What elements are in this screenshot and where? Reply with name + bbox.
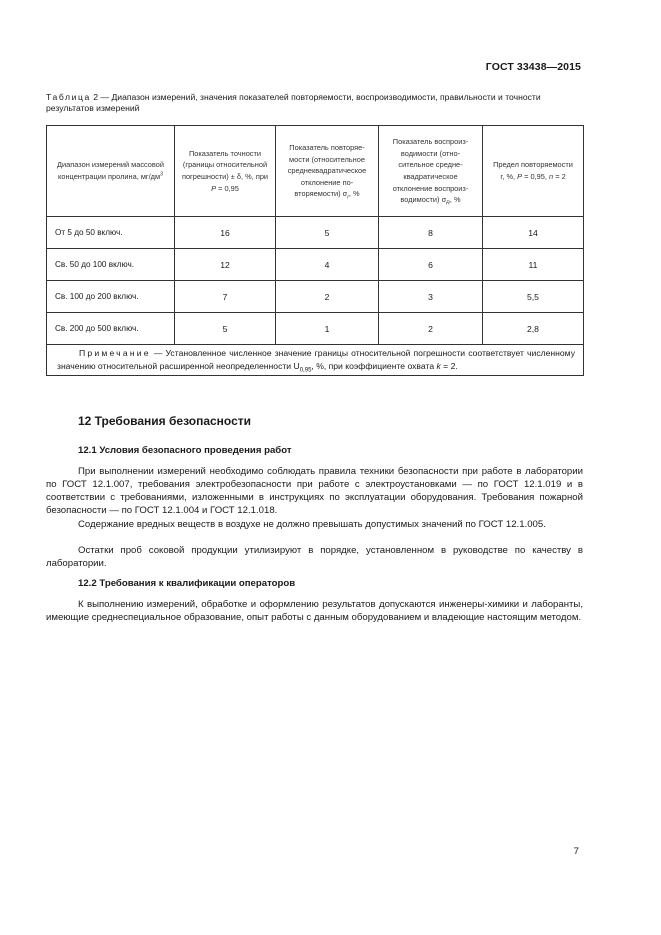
table-note: Примечание — Установленное численное значение границы относительной погрешности соответствует численному значению относительной расширенной неопределенности $U_{0,95}$, %, при коэффициенте охвата k = 2.: [47, 345, 584, 376]
column-header-reproducibility: Показатель воспроизводимости (относительное среднеквадратическое отклонение воспроизводимости) $\sigma_R$, %: [379, 126, 483, 217]
table-caption: [46, 92, 586, 114]
cell-repeatability: 1: [276, 313, 379, 345]
cell-range: Св. 100 до 200 включ.: [47, 281, 175, 313]
precision-table: [46, 125, 584, 376]
column-header-repeatability-limit: Предел повторяемости r, %, P = 0,95, n = 2: [483, 126, 584, 217]
cell-accuracy: 12: [175, 249, 276, 281]
cell-range: Св. 50 до 100 включ.: [47, 249, 175, 281]
table-row: [47, 313, 584, 345]
cell-repeatability: 5: [276, 217, 379, 249]
cell-reproducibility: 8: [379, 217, 483, 249]
document-code: ГОСТ 33438—2015: [485, 61, 581, 73]
paragraph: К выполнению измерений, обработке и оформлению результатов допускаются инженеры-химики и лаборанты, имеющие среднеспециальное образование, опыт работы с данным оборудованием и владеющие настоящим методом.: [46, 599, 583, 623]
table-row: [47, 281, 584, 313]
cell-limit: 14: [483, 217, 584, 249]
section-title: 12 Требования безопасности: [78, 414, 252, 428]
cell-accuracy: 16: [175, 217, 276, 249]
table-caption-text: — Диапазон измерений, значения показателей повторяемости, воспроизводимости, правильности и точности результатов измерений: [46, 92, 541, 113]
cell-repeatability: 4: [276, 249, 379, 281]
table-row: [47, 249, 584, 281]
column-header-range: Диапазон измерений массовой концентрации пролина, $мг/дм^3$: [47, 126, 175, 217]
cell-limit: 11: [483, 249, 584, 281]
column-header-repeatability: Показатель повторяемости (относительное среднеквадратическое отклонение повторяемости) $\sigma_r$, %: [276, 126, 379, 217]
table-header-row: [47, 126, 584, 217]
table-row: [47, 217, 584, 249]
cell-limit: 5,5: [483, 281, 584, 313]
cell-reproducibility: 6: [379, 249, 483, 281]
note-lead: Примечание: [79, 348, 151, 358]
table-caption-number: 2: [93, 92, 99, 102]
table-note-row: [47, 345, 584, 376]
cell-range: Св. 200 до 500 включ.: [47, 313, 175, 345]
cell-accuracy: 5: [175, 313, 276, 345]
cell-range: От 5 до 50 включ.: [47, 217, 175, 249]
cell-reproducibility: 2: [379, 313, 483, 345]
cell-limit: 2,8: [483, 313, 584, 345]
paragraph: Остатки проб соковой продукции утилизируют в порядке, установленном в руководстве по качеству в лаборатории.: [46, 545, 583, 569]
cell-accuracy: 7: [175, 281, 276, 313]
subsection-title-conditions: 12.1 Условия безопасного проведения работ: [78, 445, 292, 456]
cell-reproducibility: 3: [379, 281, 483, 313]
cell-repeatability: 2: [276, 281, 379, 313]
column-header-accuracy: Показатель точности (границы относительной погрешности) ± δ, %, при P = 0,95: [175, 126, 276, 217]
paragraph: При выполнении измерений необходимо соблюдать правила техники безопасности при работе в лаборатории по ГОСТ 12.1.007, требования электробезопасности при работе с электроустановками — по ГОСТ 12.1.019 и в соответствии с требованиями, изложенными в инструкциях по эксплуатации оборудования. Требования пожарной безопасности — по ГОСТ 12.1.004 и ГОСТ 12.1.018.: [46, 466, 583, 516]
subsection-title-qualification: 12.2 Требования к квалификации операторов: [78, 578, 296, 589]
page-number: 7: [573, 846, 579, 857]
paragraph: Содержание вредных веществ в воздухе не должно превышать допустимых значений по ГОСТ 12.1.005.: [78, 519, 546, 530]
table-caption-label: Таблица: [46, 92, 91, 102]
